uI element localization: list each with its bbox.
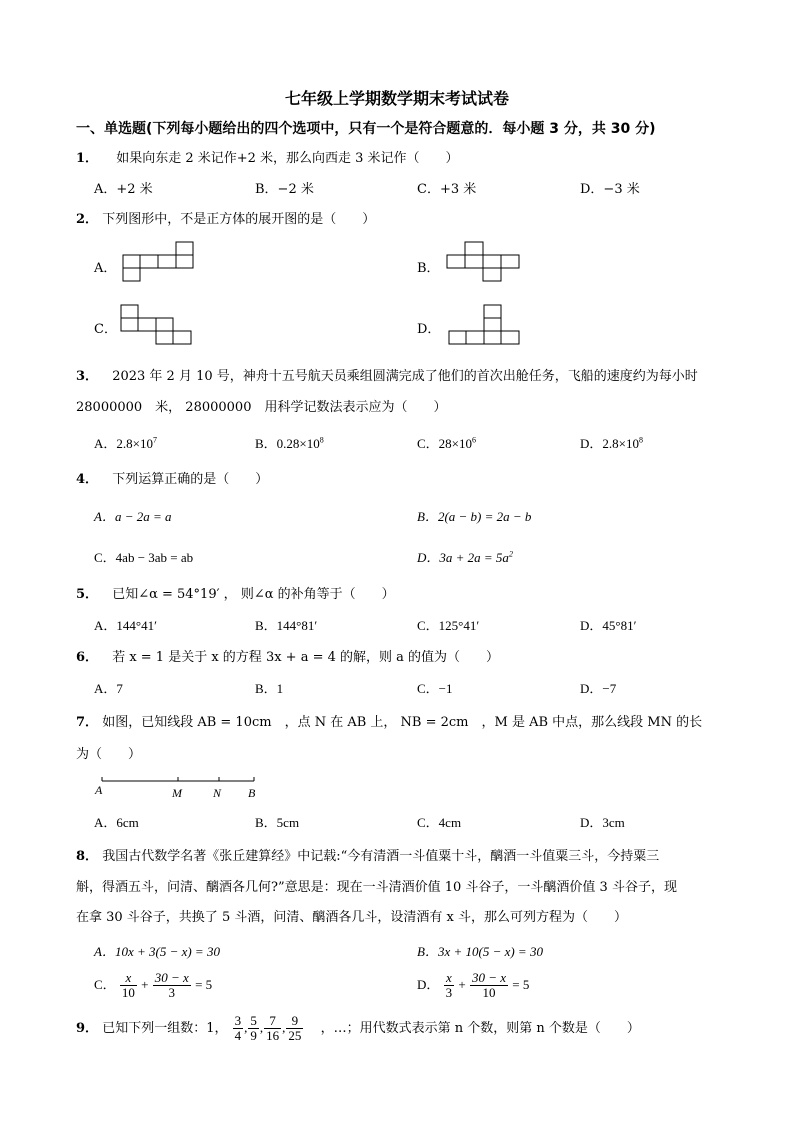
equation-rhs: = 5	[512, 976, 530, 992]
option-a[interactable]: A．	[94, 261, 117, 276]
fraction	[120, 971, 137, 1001]
numerator: 30 − x	[154, 970, 189, 985]
question-7	[76, 711, 702, 730]
page-title: 七年级上学期数学期末考试试卷	[284, 89, 509, 108]
denominator: 10	[482, 985, 496, 1001]
option-b[interactable]: B．5cm	[255, 815, 300, 830]
denominator: 4	[234, 1028, 242, 1044]
numerator: x	[444, 971, 455, 986]
option-c[interactable]	[94, 971, 212, 1001]
question-stem-line-2: 28000000 米， 28000000 用科学记数法表示应为（ ）	[76, 400, 447, 415]
option-text: B．0.28×10	[255, 436, 320, 451]
option-a[interactable]: A．7	[94, 681, 123, 696]
question-1	[76, 147, 459, 166]
numerator: x	[120, 971, 137, 986]
question-6	[76, 646, 499, 665]
option-a[interactable]: A．144°41′	[94, 618, 157, 633]
fraction	[264, 1014, 281, 1044]
option-d[interactable]: D．−7	[580, 681, 617, 696]
option-d[interactable]: D．−3 米	[580, 182, 640, 197]
question-number: 6．	[76, 650, 99, 665]
denominator: 10	[121, 985, 135, 1001]
cube-net-b-figure	[446, 241, 520, 281]
question-number: 2．	[76, 212, 99, 227]
option-a[interactable]: A．10x + 3(5 − x) = 30	[94, 944, 220, 959]
option-d[interactable]	[580, 433, 643, 452]
question-stem-line-1: 2023 年 2 月 10 号，神舟十五号航天员乘组圆满完成了他们的首次出舱任务，飞船的速度约为每小时	[112, 369, 698, 384]
fraction	[153, 971, 191, 1001]
fraction	[470, 971, 508, 1001]
option-d[interactable]: D．45°81′	[580, 618, 637, 633]
option-d[interactable]	[417, 547, 513, 566]
cube-net-d-figure	[448, 304, 520, 344]
numerator: 3	[234, 1013, 242, 1028]
option-b[interactable]: B．144°81′	[255, 618, 318, 633]
point-label-n: N	[213, 786, 222, 800]
cube-net-a-figure	[122, 241, 194, 281]
option-c[interactable]	[417, 433, 476, 452]
option-a[interactable]: A．6cm	[94, 815, 139, 830]
question-9	[76, 1014, 640, 1044]
question-2	[76, 208, 375, 227]
question-stem-prefix: 已知下列一组数：1，	[102, 1020, 228, 1036]
option-d[interactable]: D．	[417, 322, 441, 337]
option-text: A．2.8×10	[94, 436, 153, 451]
question-3	[76, 365, 698, 384]
exponent: 6	[472, 435, 477, 445]
point-label-m: M	[172, 786, 182, 800]
number-sequence: $\frac{3}{4}$ , $\frac{5}{9}$ , $\frac{7}{16}$ , $\frac{9}{25}$	[234, 1013, 302, 1044]
question-stem-line-2: 为（ ）	[76, 747, 142, 762]
question-stem-line-3: 在拿 30 斗谷子，共换了 5 斗酒，问清、醨酒各几斗，设清酒有 x 斗，那么可列方程为（ ）	[76, 910, 627, 925]
question-number: 8．	[76, 849, 99, 864]
question-stem-suffix: ，…；用代数式表示第 n 个数，则第 n 个数是（ ）	[307, 1020, 640, 1036]
equation-rhs: = 5	[195, 976, 213, 992]
denominator: 16	[266, 1028, 280, 1044]
cube-net-c-figure	[120, 304, 192, 344]
plus-sign: +	[458, 976, 466, 992]
option-c[interactable]: C．+3 米	[417, 182, 477, 197]
fraction	[444, 971, 455, 1001]
option-c[interactable]: C．4cm	[417, 815, 462, 830]
question-stem-line-1: 我国古代数学名著《张丘建算经》中记载:“今有清酒一斗值粟十斗，醨酒一斗值粟三斗，今持粟三	[102, 849, 660, 864]
denominator: 25	[288, 1028, 302, 1044]
question-number: 7．	[76, 715, 99, 730]
option-b[interactable]: B．2(a − b) = 2a − b	[417, 509, 532, 524]
option-label: C．	[94, 976, 116, 992]
section-heading: 一、单选题(下列每小题给出的四个选项中，只有一个是符合题意的．每小题 3 分，共 30 分)	[76, 121, 656, 137]
option-b[interactable]: B．1	[255, 681, 284, 696]
option-d[interactable]: D．3cm	[580, 815, 625, 830]
numerator: 9	[286, 1014, 303, 1029]
exponent: 2	[508, 549, 513, 559]
option-label: D．	[417, 976, 440, 992]
question-number: 4．	[76, 472, 99, 487]
exponent: 7	[152, 435, 157, 445]
option-b[interactable]: B．	[417, 261, 440, 276]
question-stem: 若 x = 1 是关于 x 的方程 3x + a = 4 的解，则 a 的值为（ ）	[112, 650, 500, 665]
numerator: 5	[250, 1013, 257, 1028]
option-a[interactable]: A．a − 2a = a	[94, 509, 172, 524]
option-text: C．28×10	[417, 436, 473, 451]
option-c[interactable]: C．	[94, 322, 117, 337]
point-label-b: B	[248, 786, 256, 800]
question-number: 3．	[76, 369, 99, 384]
fraction	[286, 1014, 303, 1044]
numerator: 7	[264, 1014, 281, 1029]
denominator: 3	[168, 985, 176, 1001]
question-stem-line-1: 如图，已知线段 AB = 10cm ，点 N 在 AB 上， NB = 2cm ，M 是 AB 中点，那么线段 MN 的长	[102, 715, 703, 730]
denominator: 3	[445, 985, 453, 1001]
question-stem: 已知∠α = 54°19′ ， 则∠α 的补角等于（ ）	[112, 587, 395, 602]
option-b[interactable]	[255, 433, 324, 452]
question-8	[76, 845, 659, 864]
question-5	[76, 583, 395, 602]
question-stem-line-2: 斛，得酒五斗，问清、醨酒各几何?”意思是：现在一斗清酒价值 10 斗谷子，一斗醨酒价值 3 斗谷子，现	[76, 880, 677, 895]
question-number: 9．	[76, 1020, 99, 1036]
numerator: 30 − x	[471, 970, 507, 985]
question-stem: 如果向东走 2 米记作+2 米，那么向西走 3 米记作（ ）	[116, 151, 459, 166]
question-number: 1．	[76, 151, 99, 166]
exponent: 8	[638, 435, 643, 445]
point-label-a: A	[95, 783, 103, 797]
question-stem: 下列运算正确的是（ ）	[112, 472, 269, 487]
option-c[interactable]: C．4ab − 3ab = ab	[94, 550, 194, 565]
option-c[interactable]: C．−1	[417, 681, 453, 696]
option-b[interactable]: B．3x + 10(5 − x) = 30	[417, 944, 543, 959]
option-a[interactable]	[94, 433, 157, 452]
exponent: 8	[319, 435, 324, 445]
fraction	[233, 1014, 244, 1044]
question-number: 5．	[76, 587, 99, 602]
fraction	[248, 1014, 259, 1044]
option-a[interactable]: A．+2 米	[94, 182, 153, 197]
option-text: D．2.8×10	[580, 436, 639, 451]
option-c[interactable]: C．125°41′	[417, 618, 480, 633]
option-text: D．3a + 2a = 5a	[417, 550, 509, 565]
question-stem: 下列图形中，不是正方体的展开图的是（ ）	[102, 212, 376, 227]
option-d[interactable]	[417, 971, 529, 1001]
plus-sign: +	[141, 976, 149, 992]
denominator: 9	[250, 1028, 257, 1044]
option-b[interactable]: B．−2 米	[255, 182, 314, 197]
question-4	[76, 468, 268, 487]
line-segment-figure	[94, 772, 264, 802]
